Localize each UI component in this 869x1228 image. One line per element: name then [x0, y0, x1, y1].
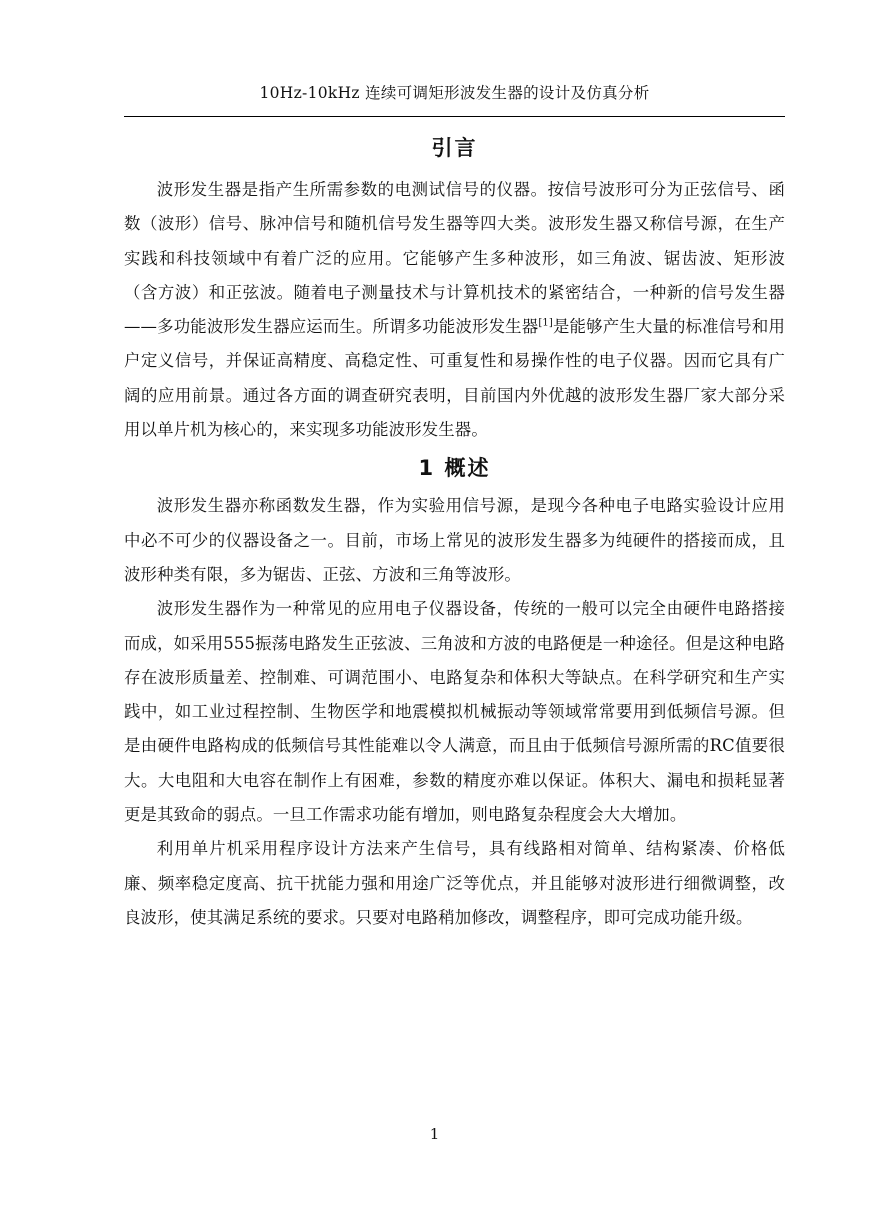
header-rule — [124, 116, 785, 117]
running-header-title: 10Hz-10kHz 连续可调矩形波发生器的设计及仿真分析 — [259, 84, 650, 102]
body-text — [124, 131, 785, 935]
page-number: 1 — [429, 1125, 440, 1143]
section-heading-intro: 引言 — [431, 136, 478, 160]
citation-ref-1[interactable]: [1] — [538, 317, 553, 329]
overview-paragraph-2: 波形发生器作为一种常见的应用电子仪器设备，传统的一般可以完全由硬件电路搭接而成，如采用555振荡电路发生正弦波、三角波和方波的电路便是一种途径。但是这种电路存在波形质量差、控制难、可调范围小、电路复杂和体积大等缺点。在科学研究和生产实践中，如工业过程控制、生物医学和地震模拟机械振动等领域常常要用到低频信号源。但是由硬件电路构成的低频信号其性能难以令人满意，而且由于低频信号源所需的RC值要很大。大电阻和大电容在制作上有困难，参数的精度亦难以保证。体积大、漏电和损耗显著更是其致命的弱点。一旦工作需求功能有增加，则电路复杂程度会大大增加。 — [124, 599, 785, 825]
overview-paragraph-3: 利用单片机采用程序设计方法来产生信号，具有线路相对简单、结构紧凑、价格低廉、频率稳定度高、抗干扰能力强和用途广泛等优点，并且能够对波形进行细微调整，改良波形，使其满足系统的要求。只要对电路稍加修改，调整程序，即可完成功能升级。 — [124, 839, 785, 927]
intro-text-after-citation: 是能够产生大量的标准信号和用户定义信号，并保证高精度、高稳定性、可重复性和易操作性的电子仪器。因而它具有广阔的应用前景。通过各方面的调查研究表明，目前国内外优越的波形发生器厂家大部分采用以单片机为核心的，来实现多功能波形发生器。 — [124, 317, 785, 440]
intro-text-before-citation: 波形发生器是指产生所需参数的电测试信号的仪器。按信号波形可分为正弦信号、函数（波形）信号、脉冲信号和随机信号发生器等四大类。波形发生器又称信号源，在生产实践和科技领域中有着广泛的应用。它能够产生多种波形，如三角波、锯齿波、矩形波（含方波）和正弦波。随着电子测量技术与计算机技术的紧密结合，一种新的信号发生器——多功能波形发生器应运而生。所谓多功能波形发生器 — [124, 180, 785, 337]
section-heading-overview: 1 概述 — [418, 456, 491, 481]
overview-paragraph-1: 波形发生器亦称函数发生器，作为实验用信号源，是现今各种电子电路实验设计应用中必不可少的仪器设备之一。目前，市场上常见的波形发生器多为纯硬件的搭接而成，且波形种类有限，多为锯齿、正弦、方波和三角等波形。 — [124, 496, 785, 584]
intro-paragraph — [124, 173, 785, 447]
